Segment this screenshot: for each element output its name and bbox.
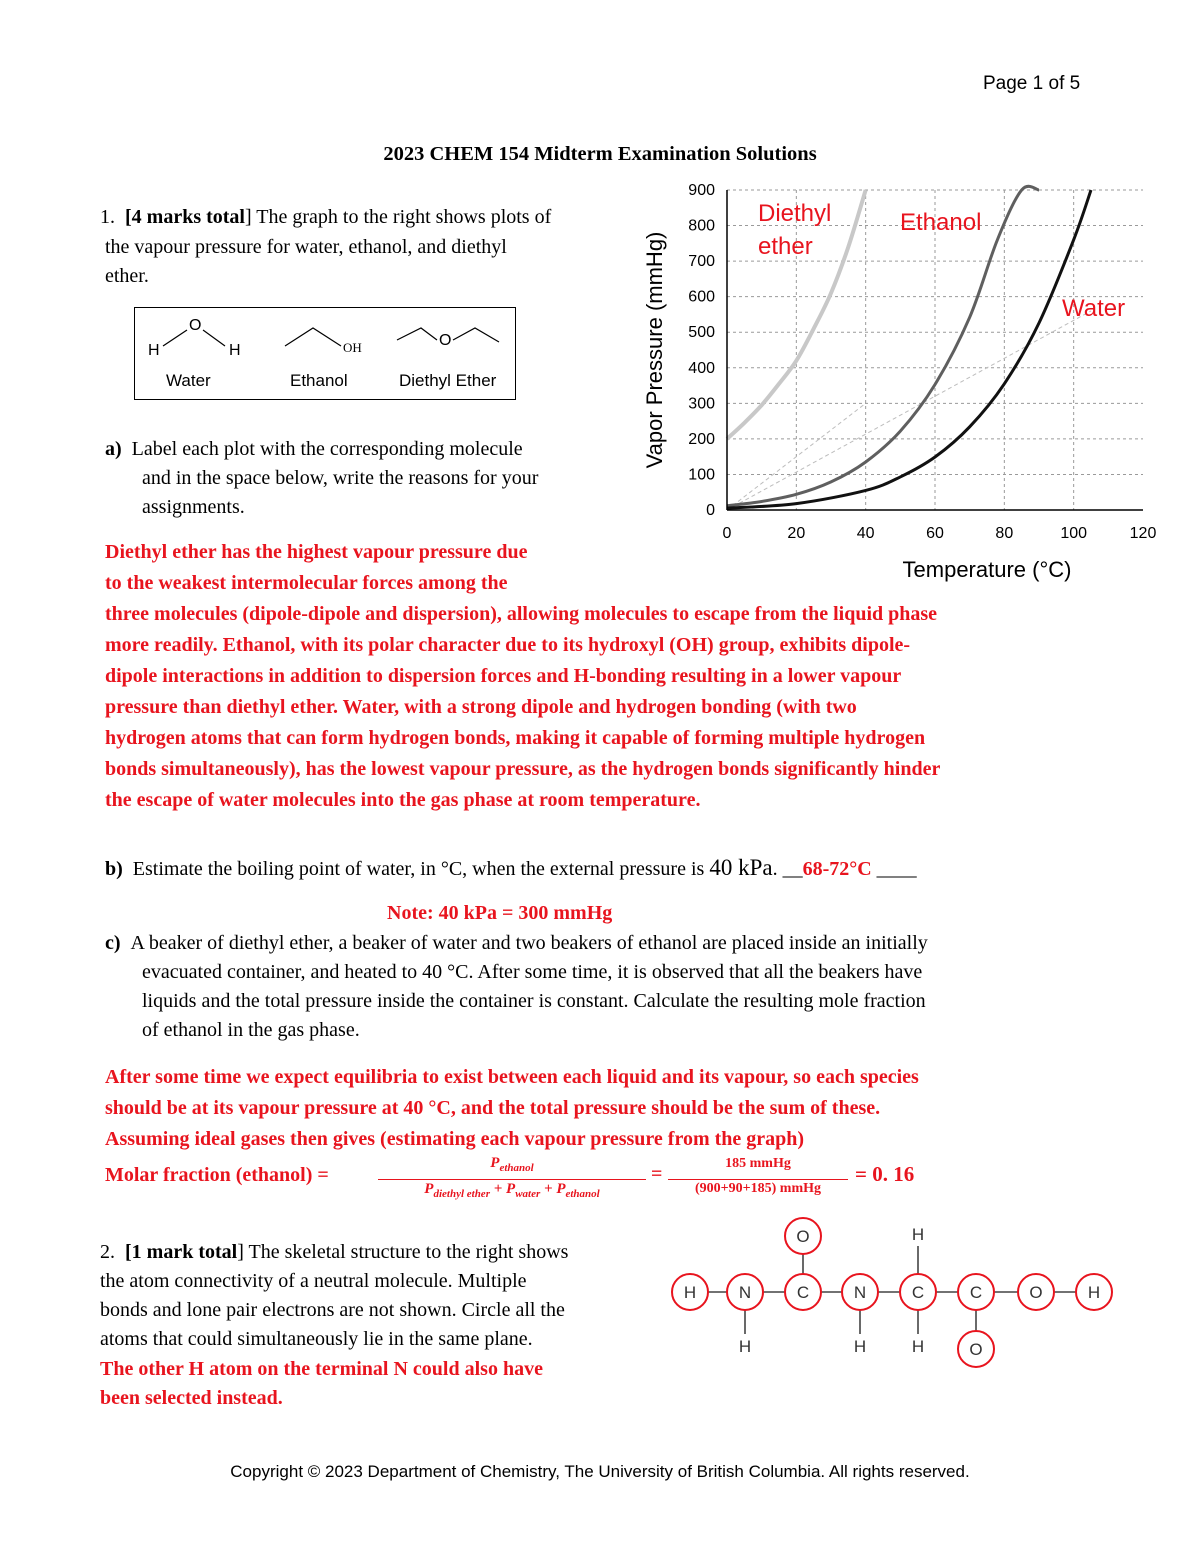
y-tick-label: 200: [688, 430, 715, 448]
atom-h-c2: H: [911, 1337, 925, 1356]
q1c-line4: of ethanol in the gas phase.: [142, 1019, 360, 1041]
x-tick-label: 60: [926, 525, 944, 542]
molar-fraction-result: = 0. 16: [855, 1162, 915, 1186]
reference-line-2: [727, 311, 1091, 510]
x-tick-label: 20: [787, 525, 806, 542]
fraction1-numerator: [376, 1155, 648, 1174]
q2-line2: the atom connectivity of a neutral molecule. Multiple: [100, 1270, 527, 1292]
q1a-answer-line3: three molecules (dipole-dipole and dispersion), allowing molecules to escape from the liquid phase: [105, 603, 938, 625]
q1b-after: . __: [772, 858, 803, 880]
molar-fraction-label: Molar fraction (ethanol) =: [105, 1164, 329, 1186]
y-tick-label: 700: [688, 253, 715, 271]
q2-line4: atoms that could simultaneously lie in the same plane.: [100, 1328, 533, 1350]
q2-text1: ] The skeletal structure to the right shows: [237, 1241, 569, 1263]
q1b-blank: ____: [871, 858, 917, 880]
water-label: Water: [166, 371, 211, 390]
q1b-answer: 68-72°C: [802, 858, 872, 880]
q1a-answer-line7: hydrogen atoms that can form hydrogen bonds, making it capable of forming multiple hydrogen: [105, 727, 926, 749]
atom-o-top: O: [796, 1227, 810, 1246]
q1a-answer-line1: Diethyl ether has the highest vapour pressure due: [105, 541, 528, 563]
y-tick-label: 300: [688, 395, 715, 413]
diethyl-ether-label: Diethyl Ether: [399, 371, 497, 390]
atom-h-n1: H: [738, 1337, 752, 1356]
skeletal-structure-diagram: [660, 1208, 1120, 1378]
water-atom-o: O: [189, 317, 202, 334]
chart-annotation-ethanol: Ethanol: [900, 209, 982, 236]
q2-answer-line1: The other H atom on the terminal N could also have: [100, 1358, 543, 1380]
q1a-line2: and in the space below, write the reasons for your: [142, 467, 539, 489]
y-tick-label: 500: [688, 324, 715, 342]
water-bond-left: [163, 330, 187, 346]
frac1-den-p: P: [424, 1181, 434, 1197]
q1a-answer-line2: to the weakest intermolecular forces among the: [105, 572, 508, 594]
q1c-line1: [105, 929, 928, 959]
atom-n1: N: [738, 1283, 752, 1302]
q1-marks: [4 marks total: [125, 206, 245, 228]
x-tick-label: 80: [995, 525, 1014, 542]
q1c-letter: c): [105, 932, 121, 954]
atom-h-left: H: [683, 1283, 697, 1302]
y-tick-label: 0: [706, 502, 715, 519]
ethanol-label: Ethanol: [290, 371, 348, 390]
q1c-line2: evacuated container, and heated to 40 °C. After some time, it is observed that all the beakers have: [142, 961, 923, 983]
molecule-structures-box: [134, 307, 516, 400]
atom-o-right: O: [1029, 1283, 1043, 1302]
q1b-line: [105, 853, 917, 885]
chart-reference-lines: [727, 311, 1091, 510]
q1c-answer-line3: Assuming ideal gases then gives (estimating each vapour pressure from the graph): [105, 1128, 805, 1150]
q1a-answer-line8: bonds simultaneously), has the lowest vapour pressure, as the hydrogen bonds significantly hinder: [105, 758, 941, 780]
y-tick-label: 800: [688, 217, 715, 235]
water-bond-right: [203, 330, 225, 346]
q1a-line1: [105, 435, 523, 465]
q1a-answer-line9: the escape of water molecules into the gas phase at room temperature.: [105, 789, 701, 811]
fraction1-bar: [378, 1179, 646, 1180]
x-tick-label: 100: [1060, 525, 1088, 542]
q1b-note: Note: 40 kPa = 300 mmHg: [387, 902, 613, 924]
copyright-footer: [0, 1462, 1200, 1482]
q2-intro: [100, 1238, 568, 1268]
q1c-line3: liquids and the total pressure inside the container is constant. Calculate the resulting mole fraction: [142, 990, 926, 1012]
q2-answer-line2: been selected instead.: [100, 1387, 283, 1409]
y-tick-label: 100: [688, 466, 715, 484]
q1b-text: Estimate the boiling point of water, in °C, when the external pressure is: [132, 858, 710, 880]
chart-annotation-diethyl: Diethyl: [758, 200, 832, 227]
atom-h-right: H: [1087, 1283, 1101, 1302]
frac1-den-sub2: water: [515, 1188, 541, 1200]
chart-annotation-water: Water: [1062, 295, 1126, 322]
atom-c1: C: [796, 1283, 810, 1302]
q1a-text1: Label each plot with the corresponding molecule: [131, 438, 523, 460]
frac1-den-sub3: ethanol: [565, 1188, 600, 1200]
fraction2-numerator: 185 mmHg: [725, 1156, 791, 1171]
page-title: 2023 CHEM 154 Midterm Examination Solutions: [383, 143, 817, 165]
page-number: Page 1 of 5: [983, 73, 1081, 94]
atom-h-top: H: [911, 1225, 925, 1244]
equals-sign: =: [651, 1163, 663, 1185]
x-tick-label: 120: [1129, 525, 1157, 542]
q1c-answer-line2: should be at its vapour pressure at 40 °C, and the total pressure should be the sum of these.: [105, 1097, 881, 1119]
q1a-line3: assignments.: [142, 496, 245, 518]
q1a-letter: a): [105, 438, 122, 460]
x-tick-label: 0: [722, 525, 732, 542]
chart-annotation-ether: ether: [758, 233, 813, 260]
x-tick-label: 40: [856, 525, 875, 542]
q1-intro: [100, 203, 630, 233]
atom-n2: N: [853, 1283, 867, 1302]
atom-c3: C: [969, 1283, 983, 1302]
atom-c2: C: [911, 1283, 925, 1302]
frac1-den-sub1: diethyl ether: [433, 1188, 490, 1200]
frac1-den-plus2: + P: [540, 1181, 566, 1197]
chart-x-label: Temperature (°C): [902, 557, 1072, 582]
ether-atom-o: O: [439, 332, 452, 349]
y-tick-label: 400: [688, 359, 715, 377]
water-atom-h1: H: [148, 342, 160, 359]
q2-marks: [1 mark total: [125, 1241, 238, 1263]
q1a-answer-line4: more readily. Ethanol, with its polar character due to its hydroxyl (OH) group, exhibits dipole-: [105, 634, 911, 656]
vapour-pressure-chart: [630, 170, 1170, 590]
q1-intro-line3: ether.: [105, 265, 149, 287]
fraction2-bar: [668, 1179, 848, 1180]
ethanol-skeleton: [285, 328, 341, 346]
q1a-answer-line6: pressure than diethyl ether. Water, with a strong dipole and hydrogen bonding (with two: [105, 696, 857, 718]
q1b-letter: b): [105, 858, 123, 880]
fraction2-denominator: (900+90+185) mmHg: [695, 1181, 821, 1196]
q1-intro-line2: the vapour pressure for water, ethanol, and diethyl: [105, 236, 507, 258]
atom-o-bottom: O: [969, 1340, 983, 1359]
y-tick-label: 600: [688, 288, 715, 306]
ethanol-atom-oh: OH: [343, 340, 362, 355]
q1-number: 1.: [100, 206, 115, 228]
q2-line3: bonds and lone pair electrons are not shown. Circle all the: [100, 1299, 565, 1321]
q2-number: 2.: [100, 1241, 115, 1263]
ether-skeleton-left: [397, 328, 437, 340]
chart-y-label: Vapor Pressure (mmHg): [642, 231, 667, 469]
frac1-num-p: P: [490, 1155, 500, 1171]
frac1-den-plus1: + P: [489, 1181, 516, 1197]
atom-h-n2: H: [853, 1337, 867, 1356]
q1b-pressure: 40 kPa: [709, 855, 773, 880]
q1a-answer-line5: dipole interactions in addition to dispersion forces and H-bonding resulting in a lower vapour: [105, 665, 902, 687]
ether-skeleton-right: [453, 328, 499, 342]
copyright-text: Copyright © 2023 Department of Chemistry, The University of British Columbia. All rights reserved.: [230, 1462, 970, 1481]
q1-intro-text: ] The graph to the right shows plots of: [244, 206, 552, 228]
y-tick-label: 900: [688, 182, 715, 199]
q1c-answer-line1: After some time we expect equilibria to exist between each liquid and its vapour, so each species: [105, 1066, 919, 1088]
fraction1-denominator: [376, 1181, 648, 1200]
water-atom-h2: H: [229, 342, 241, 359]
q1c-text1: A beaker of diethyl ether, a beaker of water and two beakers of ethanol are placed inside an initially: [130, 932, 928, 954]
frac1-num-sub: ethanol: [499, 1162, 534, 1174]
